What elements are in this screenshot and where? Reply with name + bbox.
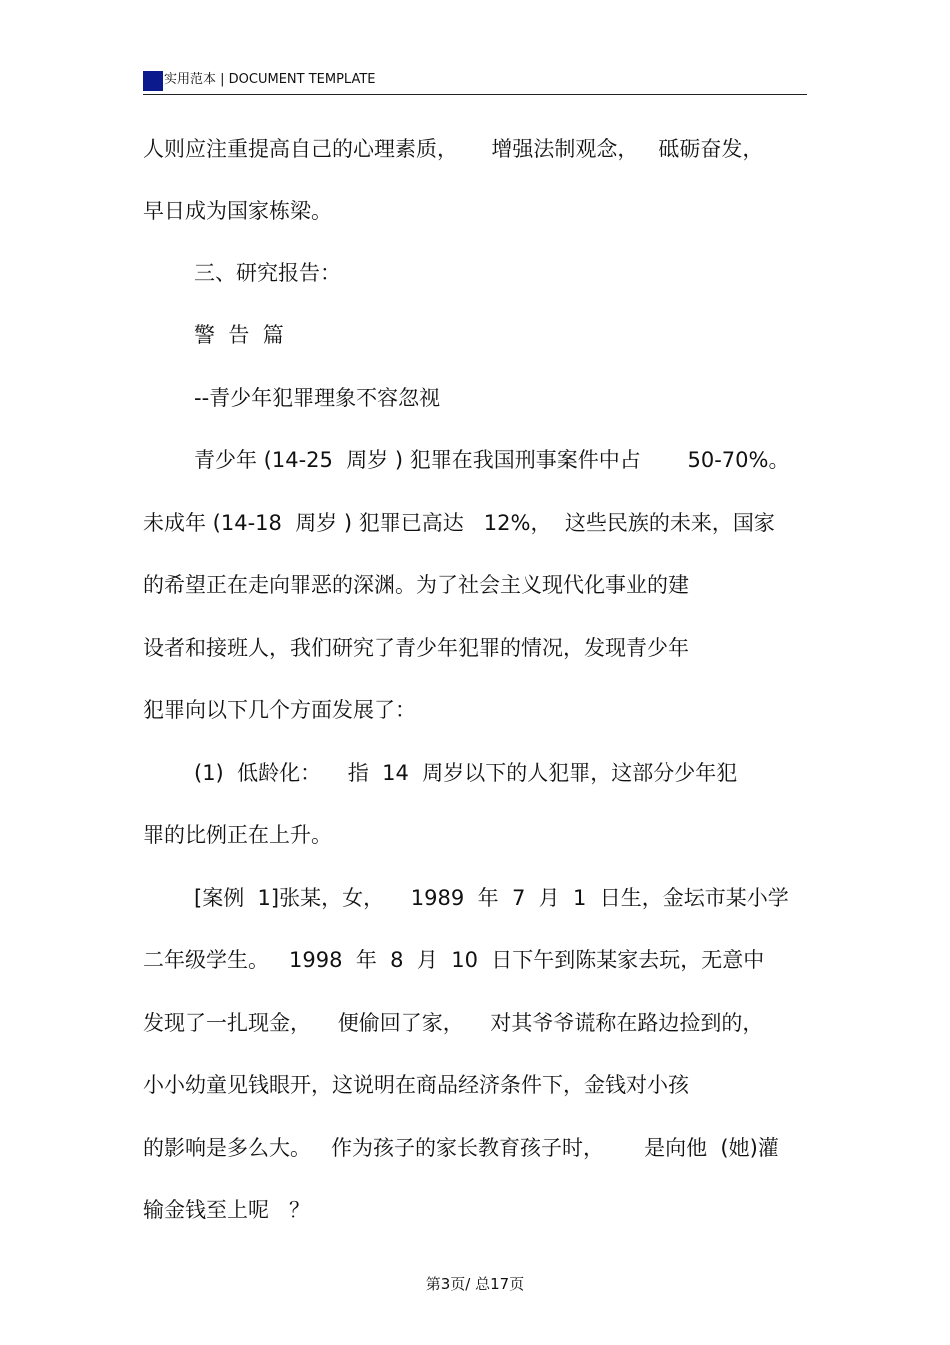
body-line-11: (1) 低龄化： 指 14 周岁以下的人犯罪，这部分少年犯 (194, 761, 738, 785)
body-line-1: 人则应注重提高自己的心理素质， 增强法制观念， 砥砺奋发， (143, 137, 764, 161)
case-line-4: 小小幼童见钱眼开，这说明在商品经济条件下，金钱对小孩 (143, 1073, 689, 1097)
body-line-7: 未成年 (14-18 周岁 ) 犯罪已高达 12%， 这些民族的未来，国家 (143, 511, 775, 535)
body-line-10: 犯罪向以下几个方面发展了： (143, 698, 416, 722)
section-heading: 三、研究报告： (194, 261, 341, 285)
case-line-1: [案例 1]张某，女， 1989 年 7 月 1 日生，金坛市某小学 (194, 886, 789, 910)
case-line-6: 输金钱至上呢 ？ (143, 1198, 311, 1222)
body-line-12: 罪的比例正在上升。 (143, 823, 332, 847)
body-line-9: 设者和接班人，我们研究了青少年犯罪的情况，发现青少年 (143, 636, 689, 660)
chapter-subtitle: --青少年犯罪理象不容忽视 (194, 386, 441, 410)
case-line-2: 二年级学生。 1998 年 8 月 10 日下午到陈某家去玩，无意中 (143, 948, 765, 972)
body-line-2: 早日成为国家栋梁。 (143, 199, 332, 223)
chapter-title: 警 告 篇 (194, 323, 284, 347)
body-line-6: 青少年 (14-25 周岁 ) 犯罪在我国刑事案件中占 50-70%。 (194, 448, 790, 472)
body-line-8: 的希望正在走向罪恶的深渊。为了社会主义现代化事业的建 (143, 573, 689, 597)
header-logo-square (143, 71, 163, 91)
case-line-5: 的影响是多么大。 作为孩子的家长教育孩子时， 是向他 (她)灌 (143, 1136, 779, 1160)
page-number: 第3页/ 总17页 (425, 1275, 525, 1293)
case-line-3: 发现了一扎现金， 便偷回了家， 对其爷爷谎称在路边捡到的， (143, 1011, 764, 1035)
page-header (143, 68, 807, 95)
header-title: 实用范本 | DOCUMENT TEMPLATE (164, 72, 376, 87)
